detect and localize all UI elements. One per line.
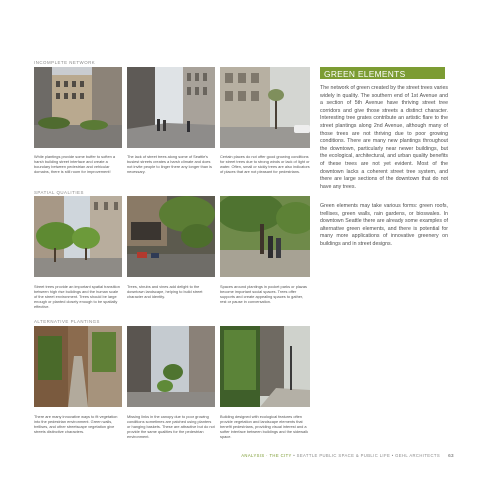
caption-row1-col2: The lack of street trees along some of Seattle's busiest streets creates a harsh climate and does not invite people to linger there any longer than is necessary. <box>127 154 213 174</box>
green-elements-paragraph-1: The network of green created by the street trees varies widely in quality. The southern end of 1st Avenue and a section of 5th Avenue have thriving street tree corridors and give those streets a distinct character. Interesting tree grates contribute an artistic flare to the street plantings along 2nd Avenue, although many of those trees are not thriving due to poor growing conditions. There are many new plantings throughout the downtown, particularly near newer buildings, but the ecological, architectural, and urban quality benefits of these trees are not yet evident. Most of the downtown lacks a coherent street tree system, and there are large sections of the downtown that do not have any trees. <box>320 85 448 190</box>
caption-row3-col1: There are many innovative ways to fit vegetation into the pedestrian environment. Green walls, trellises, and other streetscape vegetation give streets distinctive characters. <box>34 414 118 434</box>
section-label-incomplete-network: INCOMPLETE NETWORK <box>34 60 96 65</box>
section-label-alternative-plantings: ALTERNATIVE PLANTINGS <box>34 319 100 324</box>
section-label-spatial-qualities: SPATIAL QUALITIES <box>34 190 84 195</box>
footer-section: ANALYSIS · THE CITY <box>241 453 292 458</box>
caption-row1-col3: Certain places do not offer good growing conditions for street trees due to strong winds or lack of light or water. Often, small or sickly trees are also indicators of places that are not pleasant for pedestrians. <box>220 154 310 174</box>
photo-green-walls-trellises <box>34 326 122 407</box>
caption-row1-col1: While plantings provide some buffer to soften a harsh building street interface and create a boundary between pedestrian and vehicular domains, there is still room for improvement! <box>34 154 116 174</box>
page-footer <box>241 453 454 458</box>
green-elements-header <box>320 67 445 79</box>
photo-sickly-trees <box>220 67 310 148</box>
caption-row2-col3: Spaces around plantings in pocket parks or plazas become important social spaces. Trees offer supports and create appealing spaces to gather, rest or pause in conversation. <box>220 284 307 304</box>
green-elements-title: GREEN ELEMENTS <box>324 68 406 79</box>
green-elements-paragraph-2: Green elements may take various forms: green roofs, trellises, green walls, rain gardens, or bioswales. In downtown Seattle there are already some examples of alternative green elements, and there is potential for many more applications of innovative greenery on buildings and in street designs. <box>320 203 448 247</box>
photo-ecological-building <box>220 326 310 407</box>
caption-row3-col2: Missing links in the canopy due to poor growing conditions sometimes are patched using planters or hanging baskets. These are attractive but do not provide the same qualities for the pedestrian environment. <box>127 414 215 439</box>
photo-street-no-trees <box>127 67 215 148</box>
photo-trees-shrubs-vines <box>127 196 215 277</box>
caption-row2-col2: Trees, shrubs and vines add delight to the downtown landscape, helping to build street character and identity. <box>127 284 203 299</box>
photo-planters-hanging-baskets <box>127 326 215 407</box>
photo-street-plantings-buffer <box>34 67 122 148</box>
photo-street-trees-transition <box>34 196 122 277</box>
footer-publication: • SEATTLE PUBLIC SPACE & PUBLIC LIFE • GEHL ARCHITECTS <box>291 453 441 458</box>
photo-pocket-park-plaza <box>220 196 310 277</box>
page-number: 63 <box>448 453 454 458</box>
caption-row3-col3: Building designed with ecological features often provide vegetation and landscape elements that benefit pedestrians, providing visual interest and a softer interface between buildings and the sidewalk space. <box>220 414 309 439</box>
caption-row2-col1: Street trees provide an important spatial transition between high rise buildings and the human scale of the street environment. Trees should be large enough or planted closely enough to be spatially effective. <box>34 284 120 309</box>
